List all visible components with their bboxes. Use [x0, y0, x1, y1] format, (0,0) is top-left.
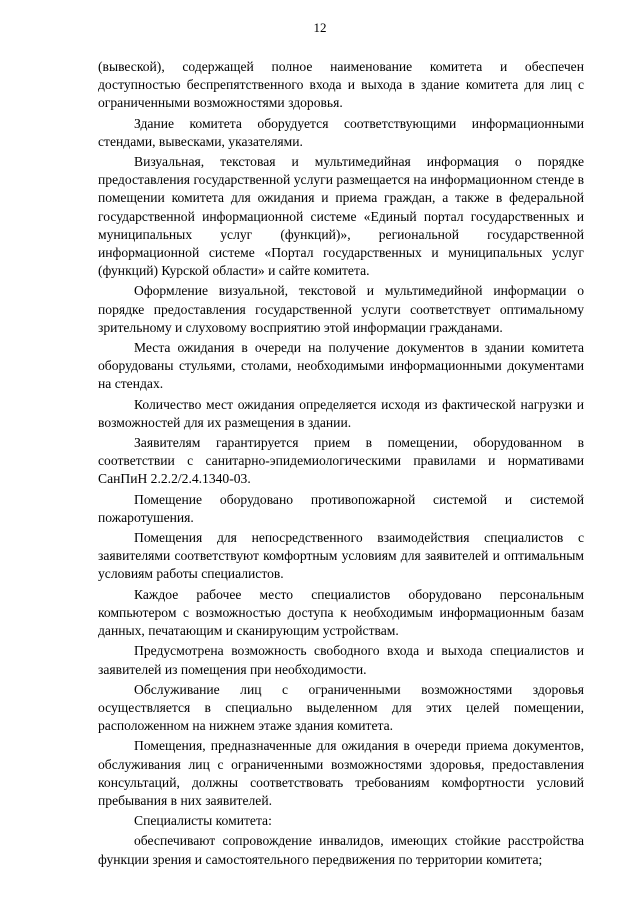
paragraph: Каждое рабочее место специалистов оборудовано персональным компьютером с возможностью доступа к необходимым информационным базам данных, печатающим и сканирующим устройствам.	[98, 586, 584, 639]
paragraph: обеспечивают сопровождение инвалидов, имеющих стойкие расстройства функции зрения и самостоятельного передвижения по территории комитета;	[98, 833, 584, 867]
paragraph: Заявителям гарантируется прием в помещении, оборудованном в соответствии с санитарно-эпидемиологическими правилами и нормативами СанПиН 2.2.2/2.4.1340-03.	[98, 435, 584, 487]
paragraph: Визуальная, текстовая и мультимедийная информация о порядке предоставления государственной услуги размещается на информационном стенде в помещении комитета для ожидания и приема граждан, а также в федеральной государственной информационной системе «Единый портал государственных и муниципальных услуг (функций)», региональной государственной информационной системе «Портал государственных и муниципальных услуг (функций) Курской области» и сайте комитета.	[98, 154, 584, 279]
paragraph: Здание комитета оборудуется соответствующими информационными стендами, вывесками, указателями.	[98, 115, 584, 149]
page-number: 12	[313, 20, 327, 35]
paragraph: Специалисты комитета:	[134, 813, 272, 829]
paragraph: Помещения для непосредственного взаимодействия специалистов с заявителями соответствуют комфортным условиям для заявителей и оптимальным условиям работы специалистов.	[98, 530, 584, 582]
paragraph: Оформление визуальной, текстовой и мультимедийной информации о порядке предоставления государственной услуги соответствует оптимальному зрительному и слуховому восприятию этой информации гражданами.	[98, 283, 584, 335]
paragraph: Обслуживание лиц с ограниченными возможностями здоровья осуществляется в специально выделенном для этих целей помещении, расположенном на нижнем этаже здания комитета.	[98, 681, 584, 734]
paragraph: (вывеской), содержащей полное наименование комитета и обеспечен доступностью беспрепятственного входа и выхода в здание комитета для лиц с ограниченными возможностями здоровья.	[98, 59, 584, 111]
paragraph: Предусмотрена возможность свободного входа и выхода специалистов и заявителей из помещения при необходимости.	[98, 643, 584, 677]
paragraph: Места ожидания в очереди на получение документов в здании комитета оборудованы стульями, столами, необходимыми информационными документами на стендах.	[98, 340, 584, 392]
paragraph: Помещение оборудовано противопожарной системой и системой пожаротушения.	[98, 491, 584, 525]
paragraph: Количество мест ожидания определяется исходя из фактической нагрузки и возможностей для их размещения в здании.	[98, 396, 584, 430]
paragraph: Помещения, предназначенные для ожидания в очереди приема документов, обслуживания лиц с ограниченными возможностями здоровья, предоставления консультаций, должны соответствовать требованиям комфортности условий пребывания в них заявителей.	[98, 738, 584, 808]
document-body	[98, 58, 584, 871]
